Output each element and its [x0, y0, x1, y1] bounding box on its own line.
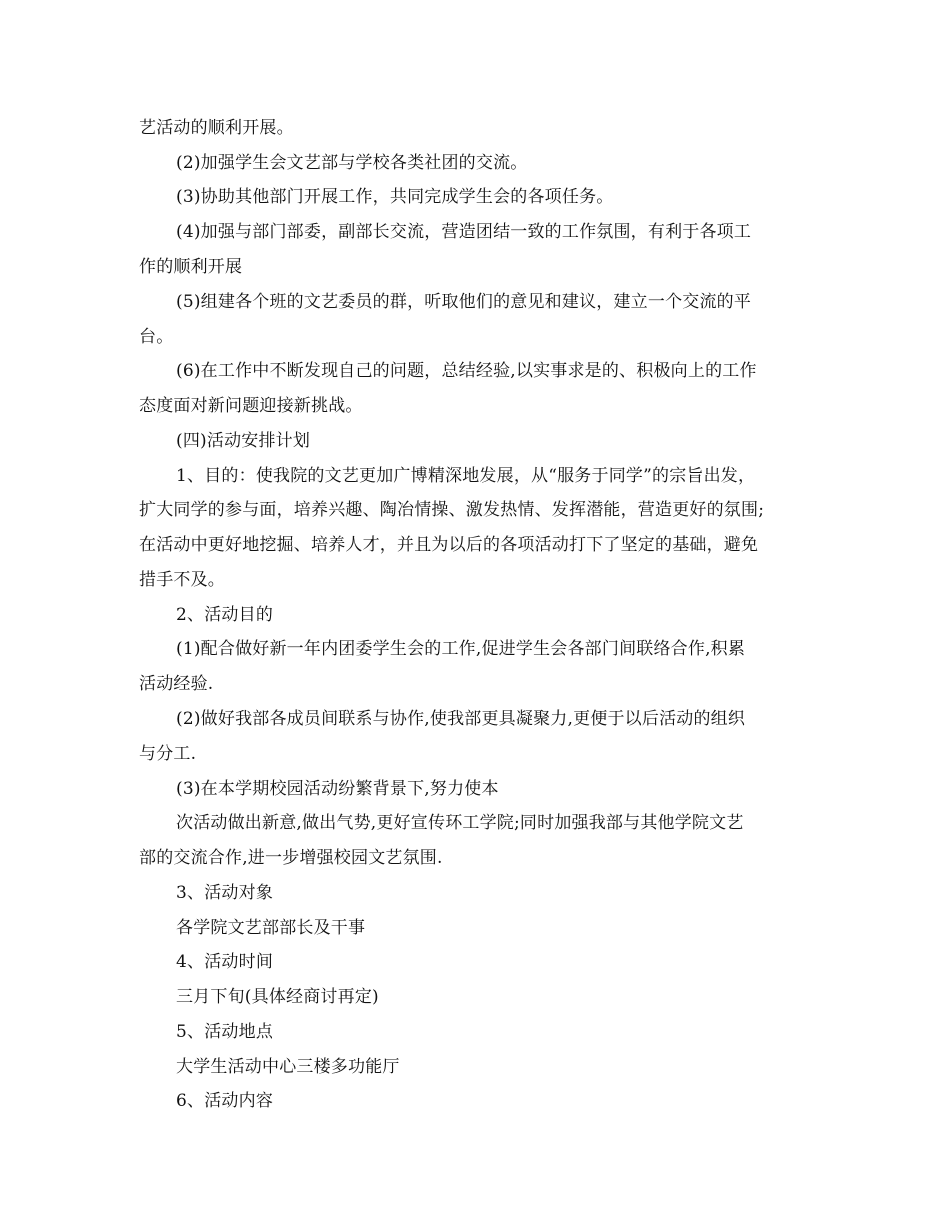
- text-line: 各学院文艺部部长及干事: [176, 918, 366, 938]
- text-line: 次活动做出新意,做出气势,更好宣传环工学院;同时加强我部与其他学院文艺: [176, 813, 744, 833]
- text-line: (2)加强学生会文艺部与学校各类社团的交流。: [176, 153, 528, 173]
- text-line: 措手不及。: [139, 570, 225, 590]
- text-line: (5)组建各个班的文艺委员的群，听取他们的意见和建议，建立一个交流的平: [176, 292, 752, 312]
- text-line: 扩大同学的参与面，培养兴趣、陶冶情操、激发热情、发挥潜能，营造更好的氛围;: [139, 500, 765, 520]
- text-line: 部的交流合作,进一步增强校园文艺氛围.: [139, 848, 443, 868]
- text-line: 在活动中更好地挖掘、培养人才，并且为以后的各项活动打下了坚定的基础，避免: [139, 535, 759, 555]
- text-line: 活动经验.: [139, 674, 214, 694]
- subsection-heading: 5、活动地点: [176, 1022, 274, 1042]
- subsection-heading: 6、活动内容: [176, 1091, 274, 1111]
- text-line: (1)配合做好新一年内团委学生会的工作,促进学生会各部门间联络合作,积累: [176, 639, 746, 659]
- text-line: 态度面对新问题迎接新挑战。: [139, 396, 363, 416]
- subsection-heading: 2、活动目的: [176, 605, 274, 625]
- subsection-heading: 4、活动时间: [176, 952, 274, 972]
- text-line: 艺活动的顺利开展。: [139, 118, 294, 138]
- text-line: (3)在本学期校园活动纷繁背景下,努力使本: [176, 779, 499, 799]
- text-line: (3)协助其他部门开展工作，共同完成学生会的各项任务。: [176, 187, 614, 207]
- section-heading: (四)活动安排计划: [176, 431, 311, 451]
- text-line: 与分工.: [139, 744, 197, 764]
- text-line: (4)加强与部门部委，副部长交流，营造团结一致的工作氛围，有利于各项工: [176, 222, 752, 242]
- subsection-heading: 3、活动对象: [176, 883, 274, 903]
- text-line: 三月下旬(具体经商讨再定): [176, 987, 379, 1007]
- text-line: (2)做好我部各成员间联系与协作,使我部更具凝聚力,更便于以后活动的组织: [176, 709, 746, 729]
- text-line: 1、目的：使我院的文艺更加广博精深地发展，从“服务于同学”的宗旨出发，: [176, 466, 756, 486]
- text-line: 大学生活动中心三楼多功能厅: [176, 1057, 400, 1077]
- text-line: 作的顺利开展: [139, 257, 243, 277]
- text-line: 台。: [139, 327, 174, 347]
- text-line: (6)在工作中不断发现自己的问题，总结经验,以实事求是的、积极向上的工作: [176, 361, 757, 381]
